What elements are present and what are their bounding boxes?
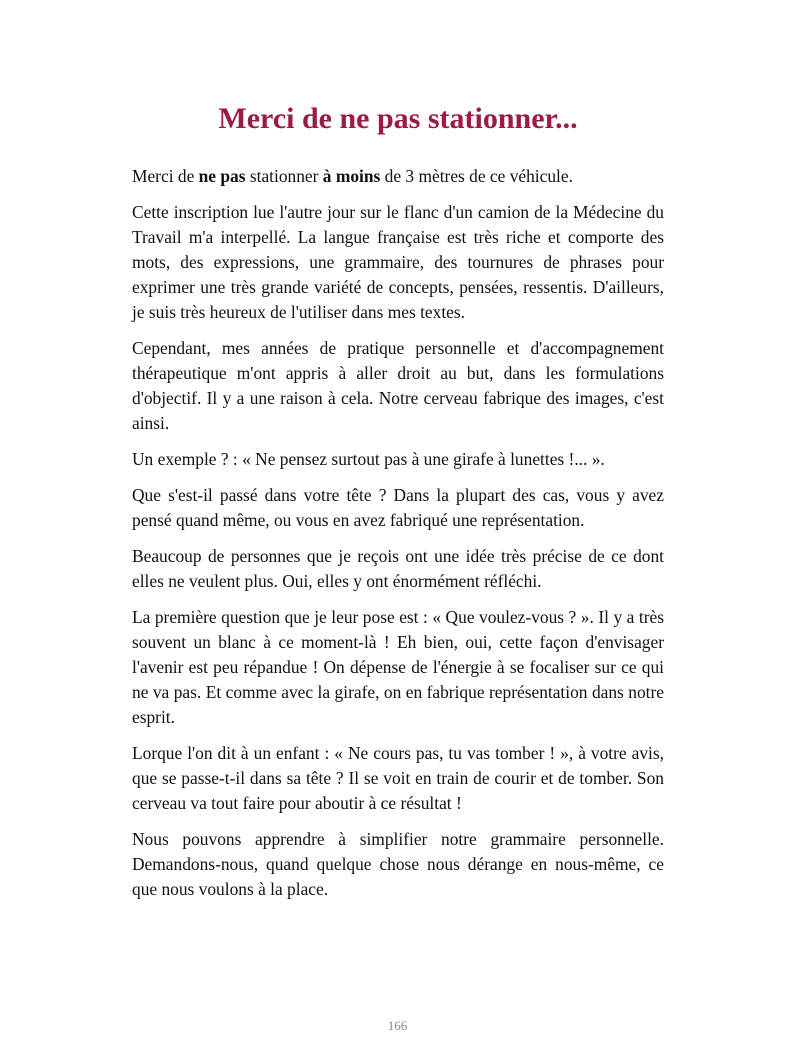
intro-text-1: Merci de (132, 166, 199, 186)
paragraph: Nous pouvons apprendre à simplifier notre grammaire personnelle. Demandons-nous, quand quelque chose nous dérange en nous-même, ce que nous voulons à la place. (132, 829, 664, 899)
paragraph: Un exemple ? : « Ne pensez surtout pas à une girafe à lunettes !... ». (132, 449, 605, 469)
page-content (132, 98, 664, 913)
intro-text-2: stationner (245, 166, 323, 186)
paragraph: Cette inscription lue l'autre jour sur le flanc d'un camion de la Médecine du Travail m'a interpellé. La langue française est très riche et comporte des mots, des expressions, une grammaire, des tournures de phrases pour exprimer une très grande variété de concepts, pensées, ressentis. D'ailleurs, je suis très heureux de l'utiliser dans mes textes. (132, 202, 664, 322)
intro-text-3: de 3 mètres de ce véhicule. (380, 166, 573, 186)
intro-bold-1: ne pas (198, 166, 246, 186)
page-title: Merci de ne pas stationner... (218, 102, 578, 135)
paragraph: Cependant, mes années de pratique personnelle et d'accompagnement thérapeutique m'ont appris à aller droit au but, dans les formulations d'objectif. Il y a une raison à cela. Notre cerveau fabrique des images, c'est ainsi. (132, 338, 664, 433)
intro-bold-2: à moins (322, 166, 381, 186)
page-number: 166 (387, 1018, 408, 1033)
paragraph: Lorque l'on dit à un enfant : « Ne cours pas, tu vas tomber ! », à votre avis, que se passe-t-il dans sa tête ? Il se voit en train de courir et de tomber. Son cerveau va tout faire pour aboutir à ce résultat ! (132, 743, 664, 813)
intro-paragraph (132, 164, 664, 189)
paragraph: La première question que je leur pose est : « Que voulez-vous ? ». Il y a très souvent un blanc à ce moment-là ! Eh bien, oui, cette façon d'envisager l'avenir est peu répandue ! On dépense de l'énergie à se focaliser sur ce qui ne va pas. Et comme avec la girafe, on en fabrique représentation dans notre esprit. (132, 607, 664, 727)
paragraph: Beaucoup de personnes que je reçois ont une idée très précise de ce dont elles ne veulent plus. Oui, elles y ont énormément réfléchi. (132, 546, 664, 591)
paragraph: Que s'est-il passé dans votre tête ? Dans la plupart des cas, vous y avez pensé quand même, ou vous en avez fabriqué une représentation. (132, 485, 664, 530)
